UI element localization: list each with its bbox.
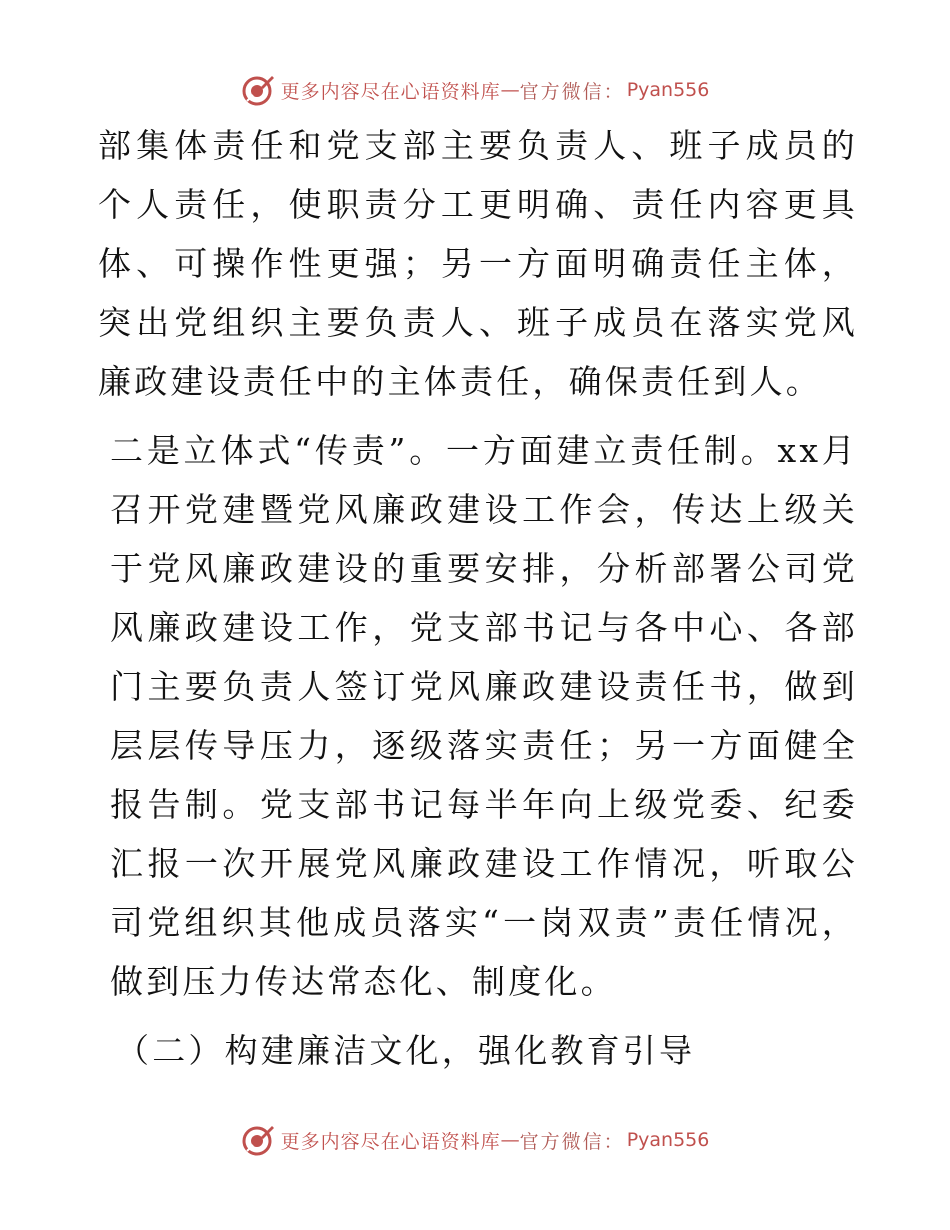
watermark-official-label: 官方微信： [519, 1130, 625, 1153]
header-watermark [0, 70, 950, 110]
pen-nib-logo-icon [241, 1123, 275, 1157]
watermark-wechat-id: Pyan556 [626, 1129, 710, 1151]
watermark-dash: — [500, 1129, 520, 1151]
watermark-dash: — [500, 79, 520, 101]
watermark-wechat-id: Pyan556 [626, 79, 710, 101]
paragraph-responsibility: 部集体责任和党支部主要负责人、班子成员的个人责任，使职责分工更明确、责任内容更具体、可操作性更强；另一方面明确责任主体，突出党组织主要负责人、班子成员在落实党风廉政建设责任中的主体责任，确保责任到人。 [98, 126, 858, 401]
paragraph-three-dimensional-duty: 二是立体式“传责”。一方面建立责任制。xx月召开党建暨党风廉政建设工作会，传达上级关于党风廉政建设的重要安排，分析部署公司党风廉政建设工作，党支部书记与各中心、各部门主要负责人签订党风廉政建设责任书，做到层层传导压力，逐级落实责任；另一方面健全报告制。党支部书记每半年向上级党委、纪委汇报一次开展党风廉政建设工作情况，听取公司党组织其他成员落实“一岗双责”责任情况，做到压力传达常态化、制度化。 [110, 431, 858, 1001]
pen-nib-logo-icon [241, 73, 275, 107]
document-body [98, 116, 858, 1080]
watermark-official-label: 官方微信： [519, 80, 625, 103]
watermark-main-text: 更多内容尽在心语资料库 [280, 1130, 501, 1153]
paragraph-spacer [98, 1011, 858, 1021]
section-heading: （二）构建廉洁文化，强化教育引导 [116, 1031, 696, 1070]
paragraph-spacer [98, 411, 858, 421]
footer-watermark [0, 1120, 950, 1160]
watermark-main-text: 更多内容尽在心语资料库 [280, 80, 501, 103]
